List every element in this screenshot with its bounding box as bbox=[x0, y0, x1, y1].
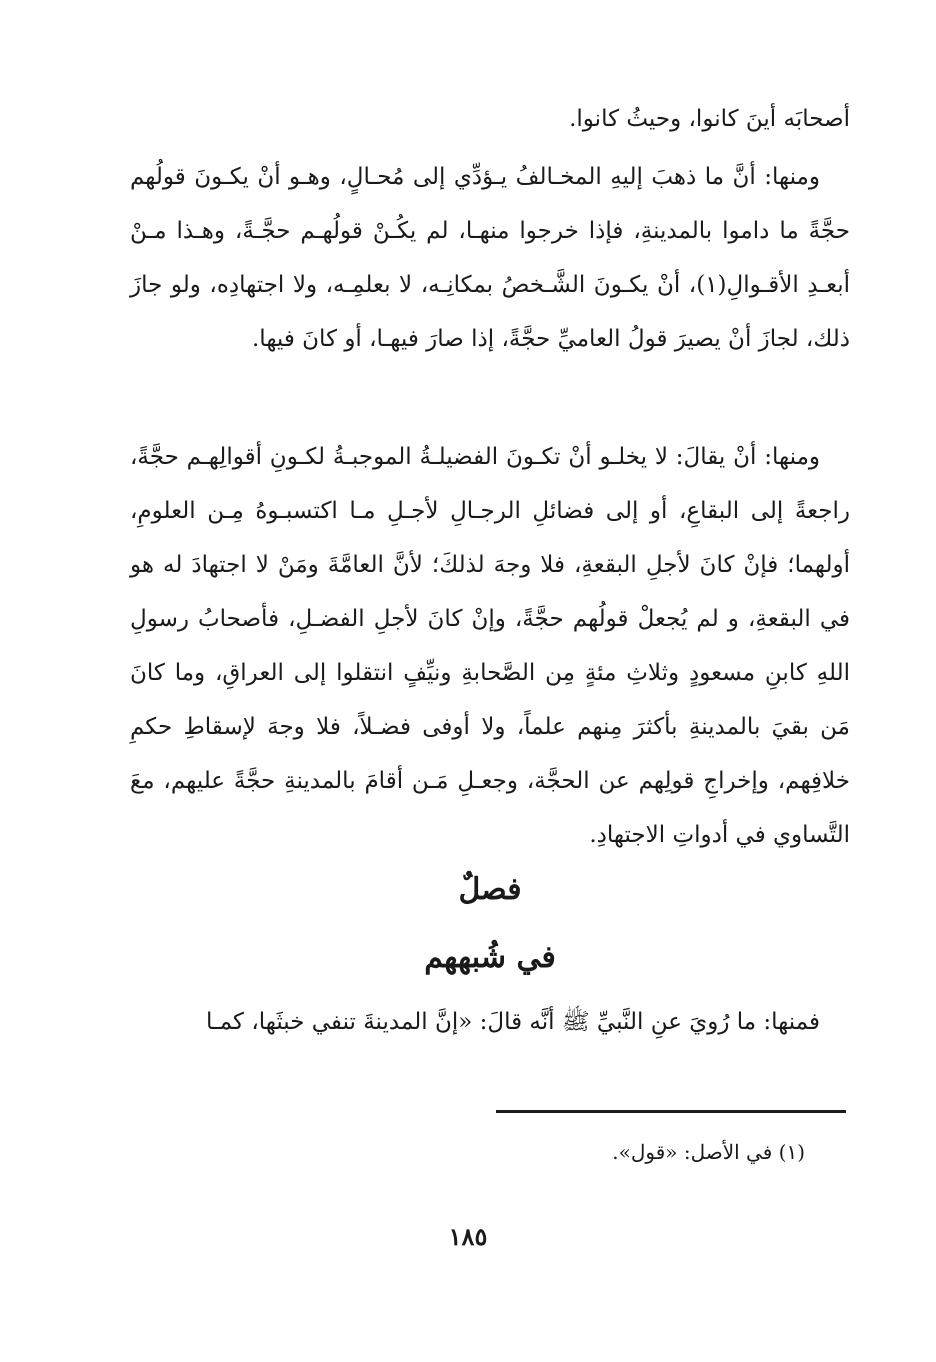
footnote-divider bbox=[496, 1110, 846, 1113]
page-number: ١٨٥ bbox=[448, 1222, 488, 1251]
paragraph-argument-virtue: ومنها: أنْ يقالَ: لا يخلـو أنْ تكـونَ الفضيلـةُ الموجبـةُ لكـونِ أقوالِهـم حجَّةً، راجعةً إلى البقاعِ، أو إلى فضائلِ الرجـالِ لأجـلِ مـا اكتسبـوهُ مِـن العلومِ، أولهما؛ فإنْ كانَ لأجلِ البقعةِ، فلا وجهَ لذلكَ؛ لأنَّ العامَّةَ ومَنْ لا اجتهادَ له هو في البقعةِ، و لم يُجعلْ قولُهم حجَّةً، وإنْ كانَ لأجلِ الفضـلِ، فأصحابُ رسولِ اللهِ كابنِ مسعودٍ وثلاثِ مئةٍ مِن الصَّحابةِ ونيِّفٍ انتقلوا إلى العراقِ، وما كانَ مَن بقيَ بالمدينةِ بأكثرَ مِنهم علماً، ولا أوفى فضـلاً، فلا وجهَ لإسقاطِ حكمِ خلافِهم، وإخراجِ قولِهم عن الحجَّة، وجعـلِ مَـن أقامَ بالمدينةِ حجَّةً عليهم، معَ التَّساوي في أدواتِ الاجتهادِ. bbox=[130, 444, 850, 848]
section-subtitle: في شُبههم bbox=[424, 940, 556, 975]
paragraph-argument-location: ومنها: أنَّ ما ذهبَ إليهِ المخـالفُ يـؤدِّي إلى مُحـالٍ، وهـو أنْ يكـونَ قولُهم حجَّةً ما داموا بالمدينةِ، فإذا خرجوا منهـا، لم يكُـنْ قولُهـم حجَّـةً، وهـذا مـنْ أبعـدِ الأقـوالِ(١)، أنْ يكـونَ الشَّـخصُ بمكانِـه، لا بعلمِـه، ولا اجتهادِه، ولو جازَ ذلك، لجازَ أنْ يصيرَ قولُ العاميِّ حجَّةً، إذا صارَ فيهـا، أو كانَ فيها. bbox=[130, 164, 850, 352]
section-title: فصلٌ bbox=[458, 872, 522, 907]
footnote: (١) في الأصل: «قول». bbox=[612, 1140, 805, 1164]
paragraph-continuation: أصحابَه أينَ كانوا، وحيثُ كانوا. bbox=[569, 106, 850, 132]
paragraph-first-argument: فمنها: ما رُويَ عنِ النَّبيِّ ﷺ أنَّه قالَ: «إنَّ المدينةَ تنفي خبثَها، كمـا bbox=[206, 1009, 820, 1035]
